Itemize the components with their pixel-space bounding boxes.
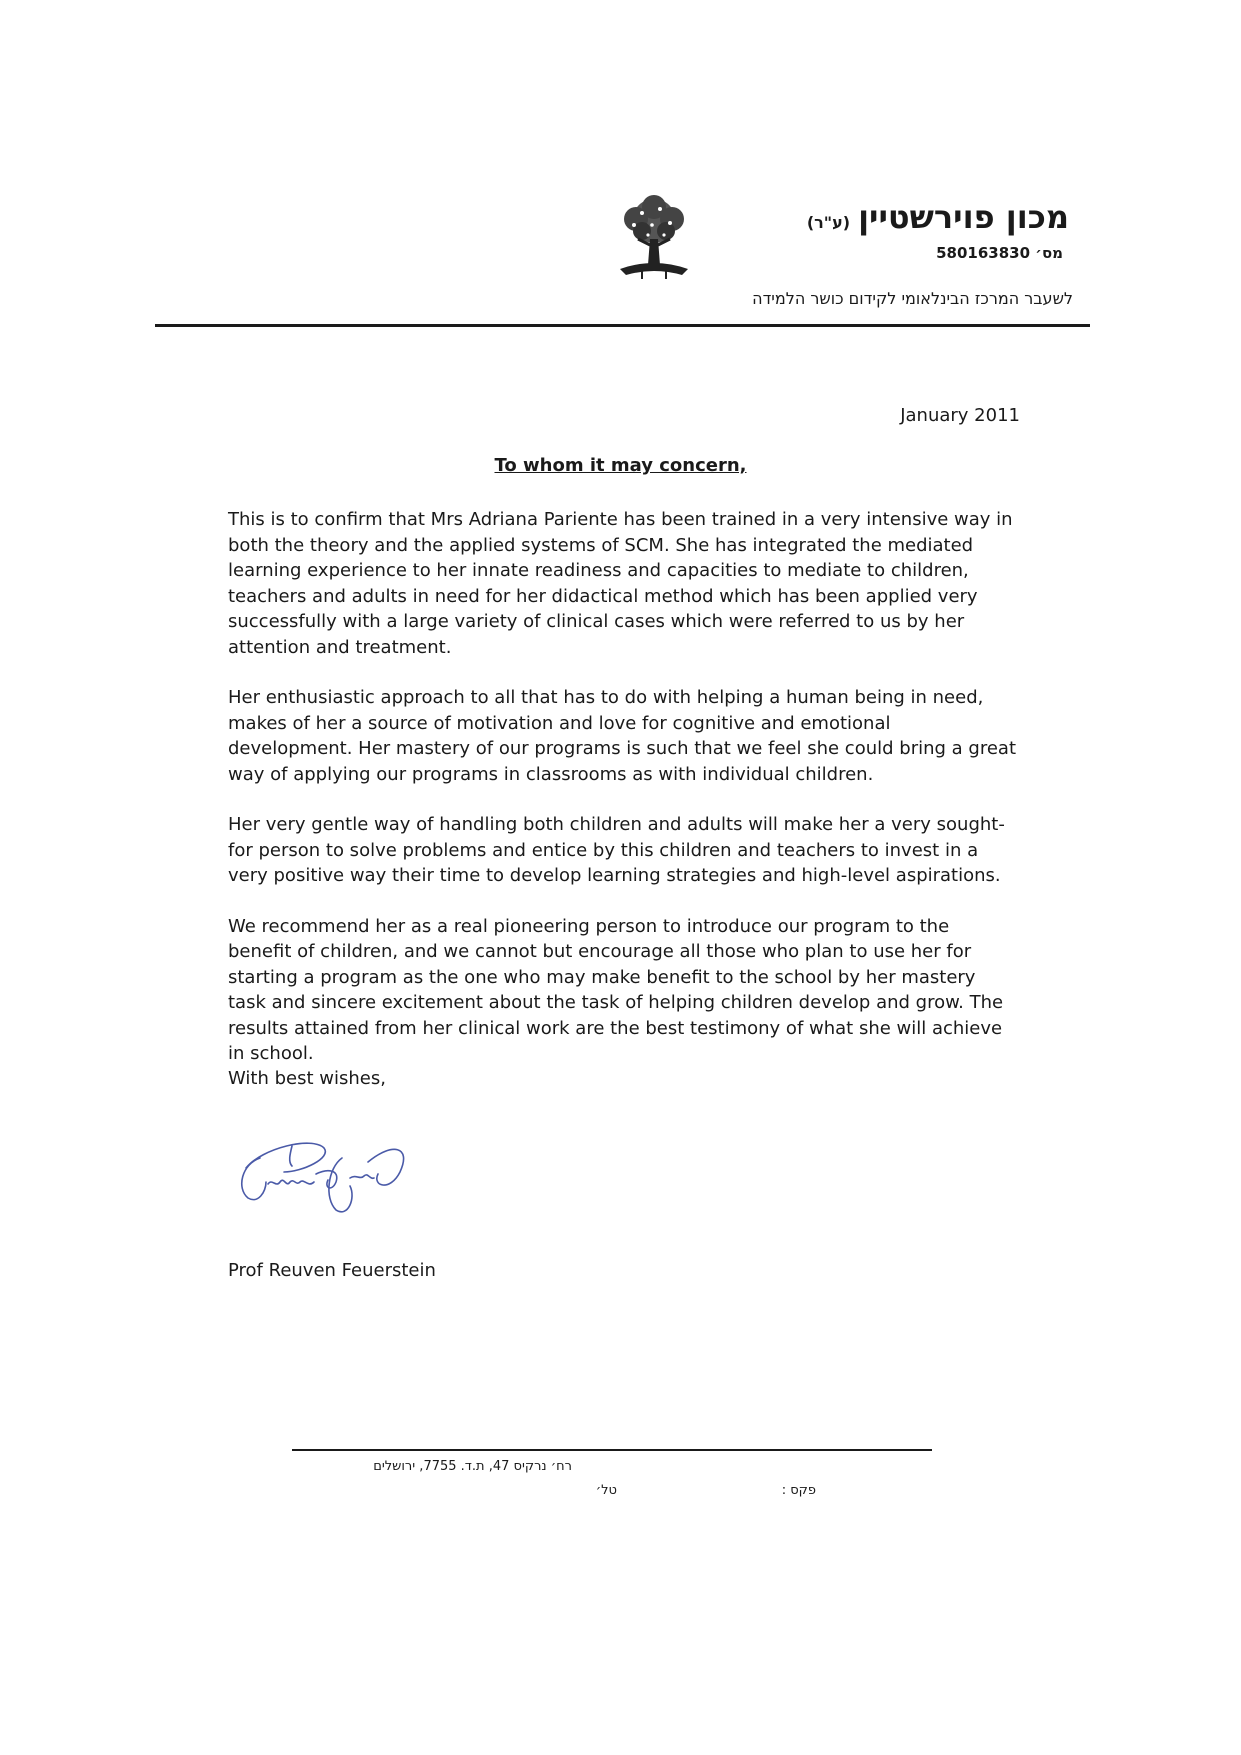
signature xyxy=(232,1128,432,1228)
organization-suffix: (ע"ר) xyxy=(806,213,851,232)
letterhead xyxy=(0,0,1241,340)
footer-phone-label: טל׳ xyxy=(595,1483,617,1498)
organization-name-text: מכון פוירשטיין xyxy=(858,198,1069,236)
letter-body xyxy=(228,507,1018,1092)
organization-name xyxy=(807,198,1069,236)
footer-address: רח׳ נרקיס 47, ת.ד. 7755, ירושלים xyxy=(373,1459,572,1474)
letter-date: January 2011 xyxy=(900,405,1020,426)
organization-number: מס׳ 580163830 xyxy=(936,244,1063,262)
salutation: To whom it may concern, xyxy=(494,455,747,476)
paragraph: We recommend her as a real pioneering person to introduce our program to the benefit of children, and we cannot but encourage all those who plan to use her for starting a program as the one who may make benefit to the school by her mastery task and sincere excitement about the task of helping children develop and grow. The results attained from her clinical work are the best testimony of what she will achieve in school. xyxy=(228,915,1004,1064)
header-divider xyxy=(155,324,1090,327)
organization-tagline: לשעבר המרכז הבינלאומי לקידום כושר הלמידה xyxy=(752,289,1073,308)
paragraph: This is to confirm that Mrs Adriana Pariente has been trained in a very intensive way in both the theory and the applied systems of SCM. She has integrated the mediated learning experience to her innate readiness and capacities to mediate to children, teachers and adults in need for her didactical method which has been applied very successfully with a large variety of clinical cases which were referred to us by her attention and treatment. xyxy=(228,509,1013,658)
paragraph: Her enthusiastic approach to all that has to do with helping a human being in need, makes of her a source of motivation and love for cognitive and emotional development. Her mastery of our programs is such that we feel she could bring a great way of applying our programs in classrooms as with individual children. xyxy=(228,687,1017,785)
footer-divider xyxy=(292,1449,932,1451)
paragraph: Her very gentle way of handling both children and adults will make her a very sought-for person to solve problems and entice by this children and teachers to invest in a very positive way their time to develop learning strategies and high-level aspirations. xyxy=(228,814,1005,886)
closing: With best wishes, xyxy=(228,1068,386,1089)
signatory-name: Prof Reuven Feuerstein xyxy=(228,1260,436,1281)
tree-logo-icon xyxy=(612,195,696,285)
footer-fax-label: פקס : xyxy=(781,1483,816,1498)
